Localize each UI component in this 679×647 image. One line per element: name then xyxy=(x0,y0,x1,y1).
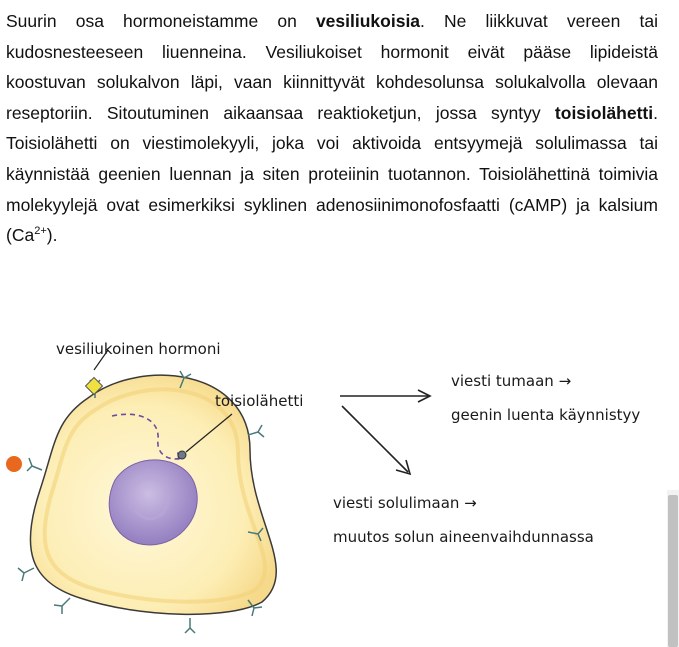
hormone-signalling-diagram xyxy=(0,320,679,647)
calcium-charge: 2+ xyxy=(34,225,47,238)
cytoplasm-message-line1: viesti solulimaan → xyxy=(333,494,477,512)
nucleus-message-line1: viesti tumaan → xyxy=(451,372,572,390)
messenger-label: toisiolähetti xyxy=(215,392,304,410)
scrollbar-thumb[interactable] xyxy=(668,495,678,647)
second-messenger-dot xyxy=(178,451,186,459)
term-second-messenger: toisiolähetti xyxy=(554,102,654,123)
nucleus-message-line2: geenin luenta käynnistyy xyxy=(451,406,641,424)
term-water-soluble: vesiliukoisia xyxy=(315,11,421,31)
signal-arrows xyxy=(340,390,430,474)
hormone-label: vesiliukoinen hormoni xyxy=(56,340,221,358)
intro-paragraph: Suurin osa hormoneistamme on vesiliukoisia. Ne liikkuvat vereen tai kudosnesteeseen liuenneina. Vesiliukoiset hormonit eivät pääse lipideistä koostuvan solukalvon läpi, vaan kiinnittyvät kohdesolunsa solukalvolla olevaan reseptoriin. Sitoutuminen aikaansaa reaktioketjun, jossa syntyy toisiolähetti. Toisiolähetti on viestimolekyyli, joka voi aktivoida entsyymejä solulimassa tai käynnistää geenien luennan ja siten proteiinin tuotannon. Toisiolähettinä toimivia molekyylejä ovat esimerkiksi syklinen adenosiinimonofosfaatti (cAMP) ja kalsium $(Ca^{2+})$. xyxy=(6,11,658,246)
cytoplasm-message-line2: muutos solun aineenvaihdunnassa xyxy=(333,528,594,546)
free-hormone-dot xyxy=(6,456,22,472)
